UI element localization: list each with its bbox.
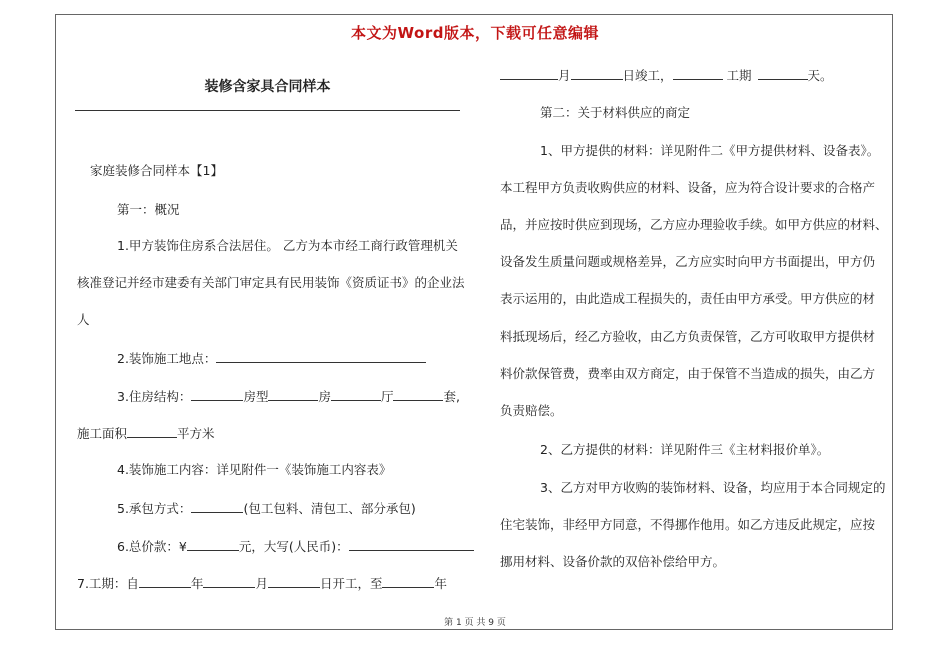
section-heading: 家庭装修合同样本【1】 [90,163,223,178]
title-divider [75,110,460,111]
field-label: 年 [434,576,447,591]
blank-field [571,67,623,80]
blank-field [191,500,243,513]
body-text: 料抵现场后，经乙方验收，由乙方负责保管，乙方可收取甲方提供材 [500,329,876,344]
body-text: 设备发生质量问题或规格差异，乙方应实时向甲方书面提出，甲方仍 [500,254,876,269]
field-label: 7.工期：自 [77,576,139,591]
subsection-heading: 第一：概况 [117,202,180,217]
field-label: 日竣工， [622,68,673,83]
blank-field [673,67,723,80]
body-text: 表示运用的，由此造成工程损失的，责任由甲方承受。甲方供应的材 [500,291,876,306]
area-line [77,425,215,442]
edit-notice-banner: 本文为Word版本，下载可任意编辑 [351,24,599,42]
subsection-heading: 第二：关于材料供应的商定 [540,105,691,120]
blank-field [139,575,191,588]
field-label: 天。 [807,68,833,83]
blank-field [127,425,177,438]
site-address-blank [216,350,426,363]
blank-field [191,388,243,401]
blank-field [187,538,239,551]
unit-label: 平方米 [177,426,215,441]
body-text: 1、甲方提供的材料：详见附件二《甲方提供材料、设备表》。 [540,143,880,158]
field-label: 元，大写(人民币)： [238,539,349,554]
blank-field [349,538,474,551]
document-title: 装修含家具合同样本 [204,79,331,95]
structure-line [117,388,460,405]
blank-field [382,575,434,588]
blank-field [393,388,443,401]
structure-label: 3.住房结构： [117,389,192,404]
body-text: 本工程甲方负责收购供应的材料、设备，应为符合设计要求的合格产 [500,180,876,195]
body-text: 2、乙方提供的材料：详见附件三《主材料报价单》。 [540,442,830,457]
blank-field [758,67,808,80]
body-text: 4.装饰施工内容：详见附件一《装饰施工内容表》 [117,462,392,477]
blank-field [268,575,320,588]
field-label: 房 [318,389,331,404]
field-label: 日开工，至 [319,576,383,591]
area-label: 施工面积 [77,426,128,441]
body-text: 品，并应按时供应到现场，乙方应办理验收手续。如甲方供应的材料、 [500,217,888,232]
body-text: 核准登记并经市建委有关部门审定具有民用装饰《资质证书》的企业法 [77,275,465,290]
blank-field [331,388,381,401]
field-label: 年 [190,576,204,591]
body-text: 人 [77,312,90,327]
blank-field [268,388,318,401]
body-text: 负责赔偿。 [500,403,563,418]
field-label: 月 [558,68,571,83]
field-label: 6.总价款：¥ [117,539,187,554]
body-text: 住宅装饰，非经甲方同意，不得挪作他用。如乙方违反此规定，应按 [500,517,876,532]
blank-field [500,67,558,80]
body-text: 1.甲方装饰住房系合法居住。 乙方为本市经工商行政管理机关 [117,238,458,253]
site-address-line [117,350,426,367]
field-label: 月 [255,576,268,591]
page-number-footer: 第 1 页 共 9 页 [444,618,506,628]
field-label: 套, [443,389,460,404]
field-label: 房型 [243,389,269,404]
field-label: 厅 [380,389,394,404]
blank-field [203,575,255,588]
schedule-line-cont [500,67,833,84]
schedule-line [77,575,447,592]
total-price-line [117,538,474,555]
site-address-label: 2.装饰施工地点： [117,351,217,366]
field-label: (包工包料、清包工、部分承包) [243,501,416,516]
body-text: 挪用材料、设备价款的双倍补偿给甲方。 [500,554,726,569]
body-text: 3、乙方对甲方收购的装饰材料、设备，均应用于本合同规定的 [540,480,886,495]
body-text: 料价款保管费，费率由双方商定，由于保管不当造成的损失，由乙方 [500,366,876,381]
field-label: 5.承包方式： [117,501,192,516]
contract-method-line [117,500,416,517]
field-label: 工期 [726,68,752,83]
